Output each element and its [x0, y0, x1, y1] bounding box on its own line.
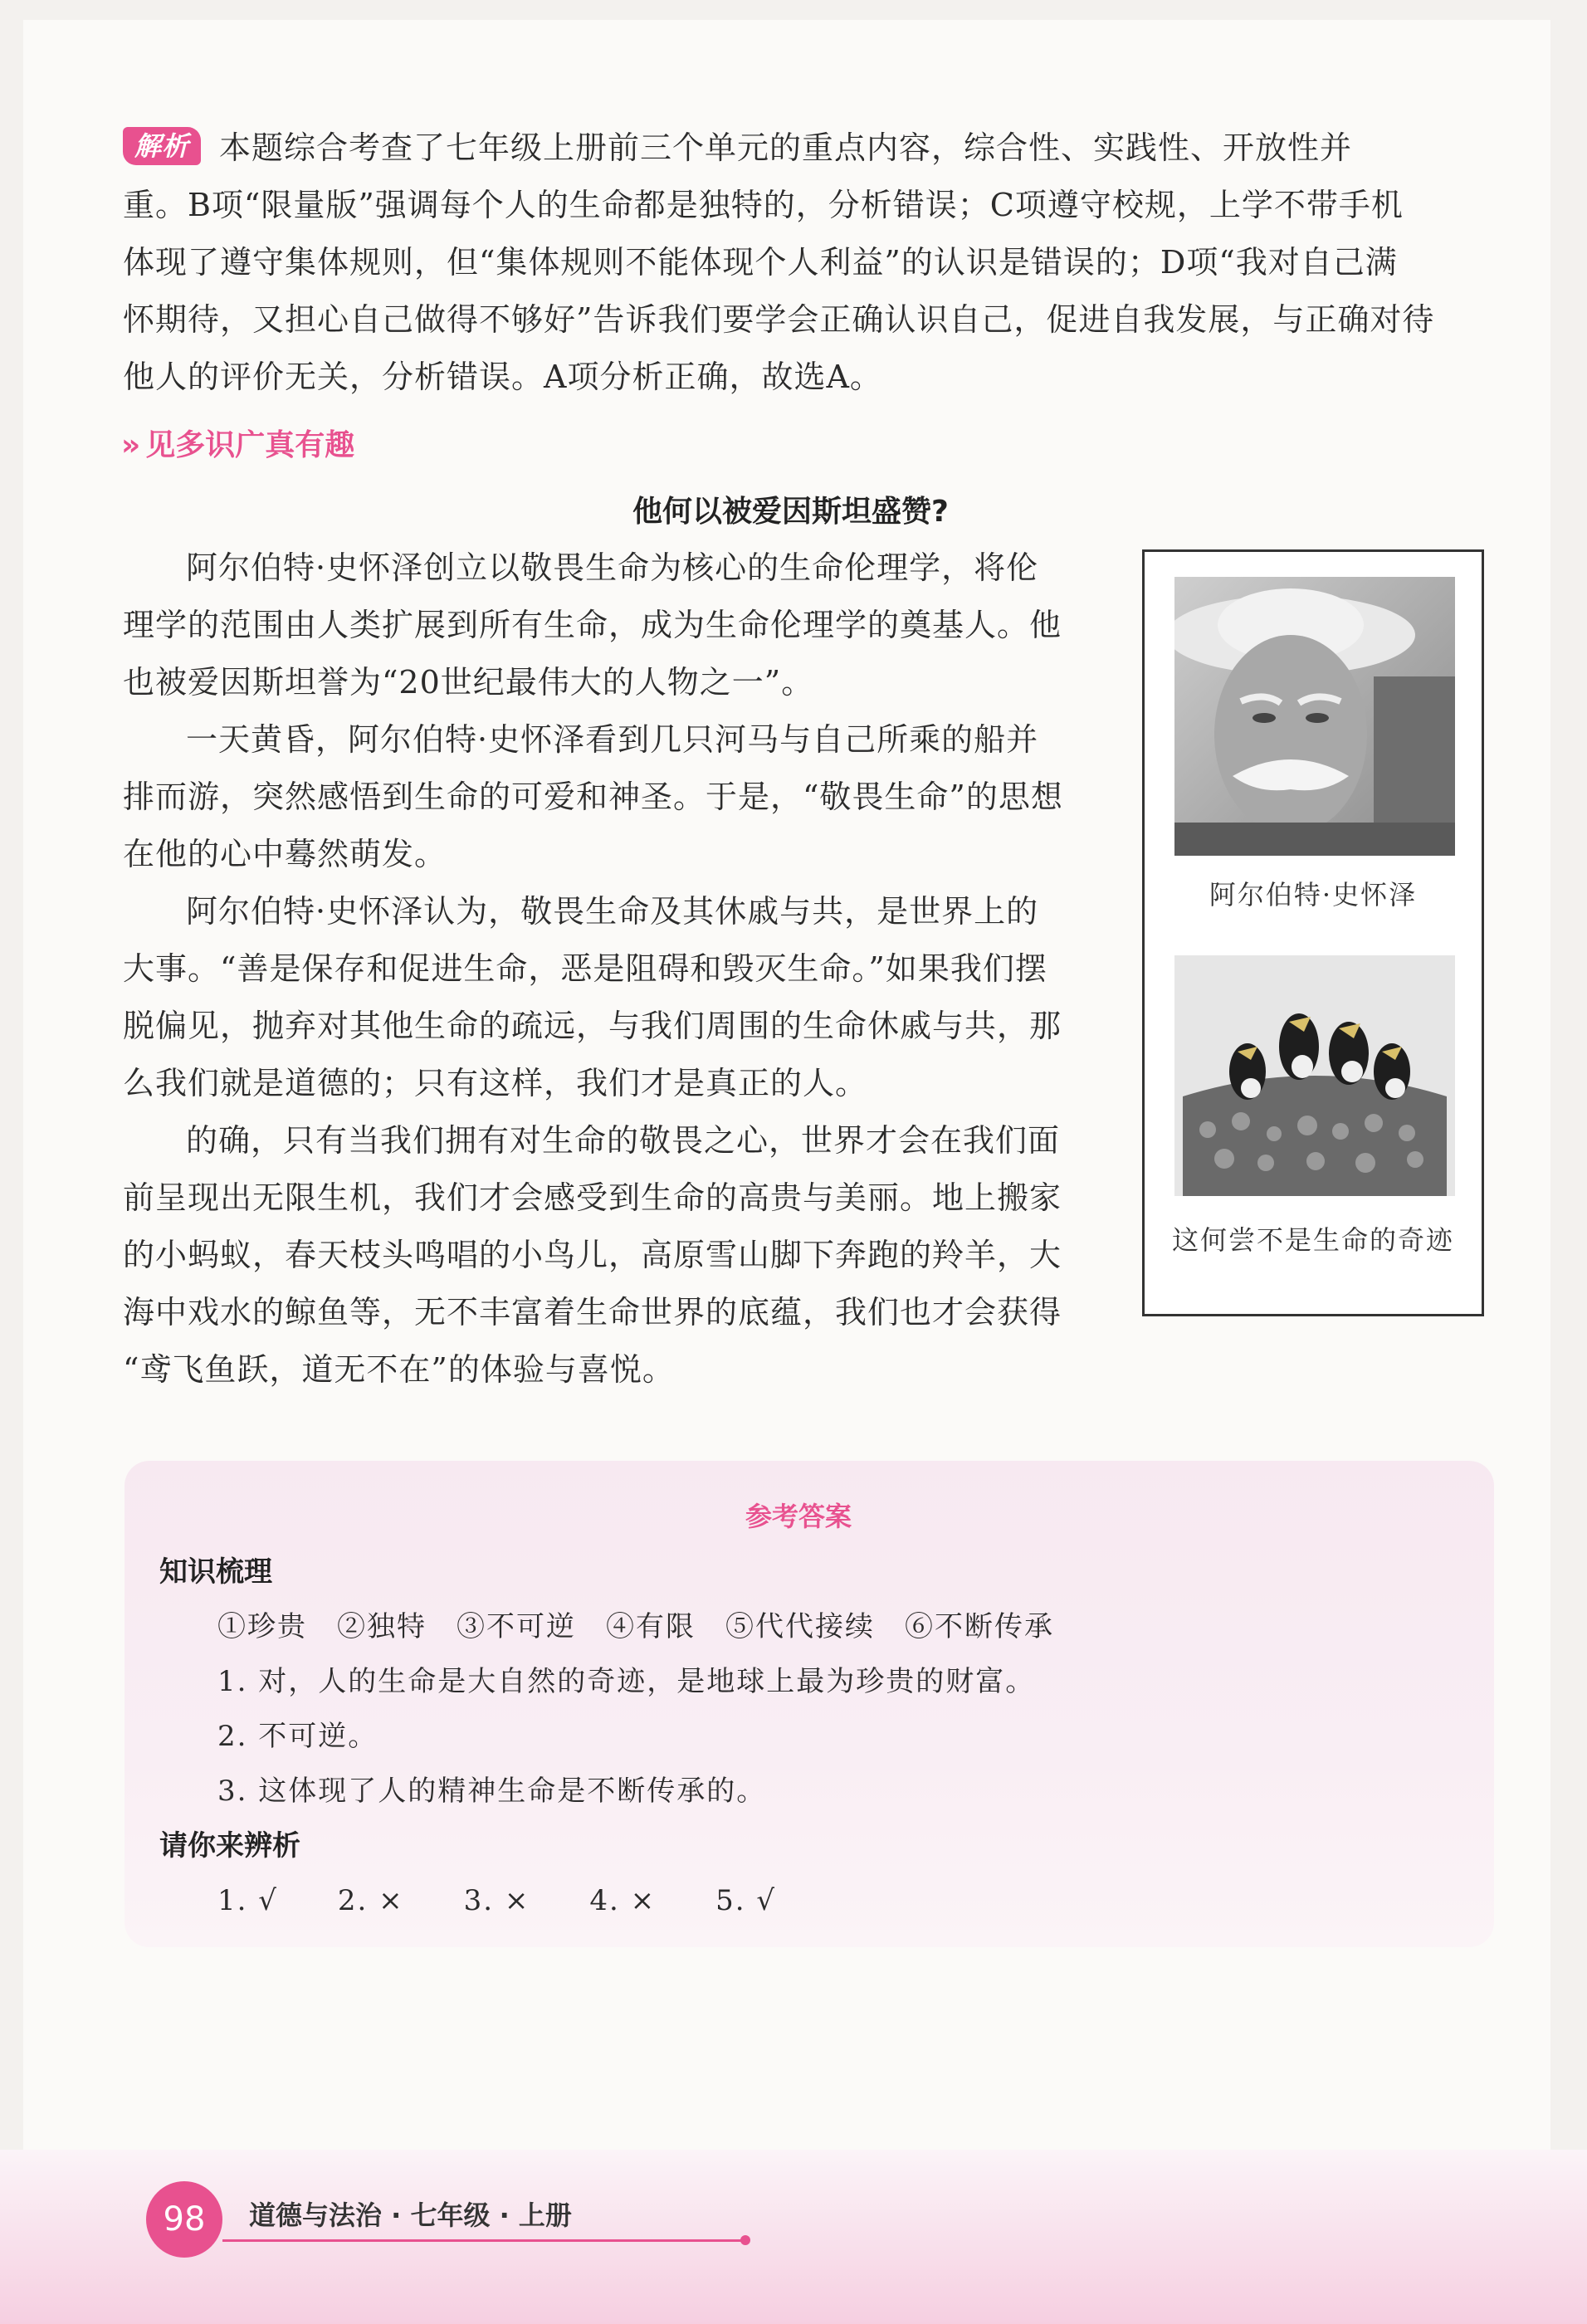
- story-line: “鸢飞鱼跃，道无不在”的体验与喜悦。: [123, 1351, 675, 1388]
- story-line: 脱偏见，抛弃对其他生命的疏远，与我们周围的生命休戚与共，那: [123, 1008, 1062, 1044]
- analysis-block: [123, 120, 1501, 406]
- analysis-badge: 解析: [123, 127, 201, 165]
- photo-sidebar: [1142, 549, 1484, 1316]
- analysis-line-1: 解析 本题综合考查了七年级上册前三个单元的重点内容，综合性、实践性、开放性并: [123, 120, 1501, 177]
- section-title: 见多识广真有趣: [145, 428, 355, 462]
- story-line: 阿尔伯特·史怀泽创立以敬畏生命为核心的生命伦理学，将伦: [186, 549, 1039, 586]
- story-title: 他何以被爱因斯坦盛赞?: [632, 495, 949, 529]
- birds-photo: [1174, 955, 1455, 1196]
- portrait-caption: 阿尔伯特·史怀泽: [1209, 879, 1418, 911]
- knowledge-items: ①珍贵 ②独特 ③不可逆 ④有限 ⑤代代接续 ⑥不断传承: [217, 1610, 1054, 1643]
- answer-line-2: 2. 不可逆。: [217, 1720, 378, 1753]
- answers-title: 参考答案: [745, 1501, 852, 1532]
- story-line: 理学的范围由人类扩展到所有生命，成为生命伦理学的奠基人。他: [123, 607, 1062, 643]
- answer-line-1: 1. 对，人的生命是大自然的奇迹，是地球上最为珍贵的财富。: [217, 1665, 1036, 1698]
- analysis-line-4: 怀期待，又担心自己做得不够好”告诉我们要学会正确认识自己，促进自我发展，与正确对待: [123, 301, 1435, 338]
- story-line: 大事。“善是保存和促进生命，恶是阻碍和毁灭生命。”如果我们摆: [123, 950, 1047, 987]
- judge-items: 1. √ 2. × 3. × 4. × 5. √: [217, 1884, 777, 1917]
- knowledge-heading: 知识梳理: [159, 1555, 272, 1589]
- judge-heading: 请你来辨析: [159, 1829, 300, 1863]
- page-number: 98: [146, 2181, 222, 2258]
- footer-band: [0, 2150, 1587, 2324]
- answer-line-3: 3. 这体现了人的精神生命是不断传承的。: [217, 1775, 767, 1808]
- story-line: 一天黄昏，阿尔伯特·史怀泽看到几只河马与自己所乘的船并: [186, 721, 1039, 758]
- section-header: [121, 422, 354, 464]
- footer-dot: [740, 2235, 750, 2245]
- story-line: 在他的心中蓦然萌发。: [123, 836, 447, 872]
- story-line: 海中戏水的鲸鱼等，无不丰富着生命世界的底蕴，我们也才会获得: [123, 1294, 1062, 1330]
- story-line: 么我们就是道德的；只有这样，我们才是真正的人。: [123, 1065, 868, 1101]
- footer-divider: [222, 2239, 744, 2242]
- analysis-line-2: 重。B项“限量版”强调每个人的生命都是独特的，分析错误；C项遵守校规，上学不带手机: [123, 187, 1404, 223]
- double-chevron-icon: »: [121, 428, 141, 462]
- story-line: 前呈现出无限生机，我们才会感受到生命的高贵与美丽。地上搬家: [123, 1179, 1062, 1216]
- bird-nest-image: [1174, 955, 1455, 1196]
- story-line: 排而游，突然感悟到生命的可爱和神圣。于是，“敬畏生命”的思想: [123, 779, 1063, 815]
- story-line: 也被爱因斯坦誉为“20世纪最伟大的人物之一”。: [123, 664, 814, 701]
- analysis-line-5: 他人的评价无关，分析错误。A项分析正确，故选A。: [123, 359, 882, 395]
- story-line: 的确，只有当我们拥有对生命的敬畏之心，世界才会在我们面: [186, 1122, 1061, 1159]
- birds-caption: 这何尝不是生命的奇迹: [1171, 1224, 1454, 1256]
- analysis-line-3: 体现了遵守集体规则，但“集体规则不能体现个人利益”的认识是错误的；D项“我对自己满: [123, 244, 1398, 281]
- story-line: 的小蚂蚁，春天枝头鸣唱的小鸟儿，高原雪山脚下奔跑的羚羊，大: [123, 1237, 1062, 1273]
- story-line: 阿尔伯特·史怀泽认为，敬畏生命及其休戚与共，是世界上的: [186, 893, 1039, 930]
- book-title: 道德与法治 · 七年级 · 上册: [249, 2200, 572, 2231]
- portrait-photo: [1174, 577, 1455, 856]
- story-body: [123, 540, 1119, 1399]
- man-portrait-image: [1174, 577, 1455, 856]
